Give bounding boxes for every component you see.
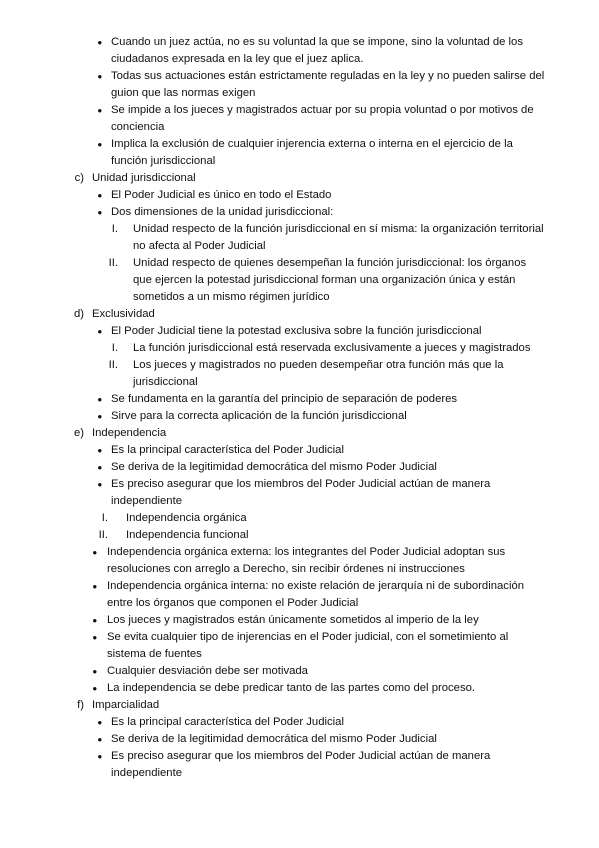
- line-text: Es preciso asegurar que los miembros del Poder Judicial actúan de manera: [111, 478, 491, 490]
- line-text: Independencia orgánica interna: no existe relación de jerarquía ni de subordinación: [107, 580, 525, 592]
- line-text: Sirve para la correcta aplicación de la función jurisdiccional: [111, 410, 407, 422]
- document-page: [0, 34, 599, 782]
- bullet-item: [0, 102, 599, 136]
- line-text: Independencia orgánica: [126, 512, 247, 524]
- section-heading: [0, 697, 599, 714]
- line-text: Unidad respecto de la función jurisdiccional en sí misma: la organización territorial: [133, 223, 544, 235]
- bullet-item: [0, 323, 599, 340]
- bullet-item: [0, 442, 599, 459]
- bullet-item: [0, 629, 599, 663]
- bullet-icon: •: [97, 460, 102, 475]
- line-text: independiente: [111, 767, 182, 779]
- line-text: función jurisdiccional: [111, 155, 216, 167]
- bullet-icon: •: [92, 613, 97, 628]
- list-marker: e): [73, 427, 84, 439]
- numbered-item: [0, 255, 599, 306]
- numbered-item: [0, 527, 599, 544]
- line-text: Se fundamenta en la garantía del principio de separación de poderes: [111, 393, 458, 405]
- bullet-item: [0, 680, 599, 697]
- line-text: Implica la exclusión de cualquier injerencia externa o interna en el ejercicio de la: [111, 138, 513, 150]
- section-heading: [0, 170, 599, 187]
- list-marker: II.: [108, 257, 118, 269]
- bullet-icon: •: [92, 579, 97, 594]
- bullet-icon: •: [92, 664, 97, 679]
- bullet-icon: •: [97, 103, 102, 118]
- numbered-item: [0, 221, 599, 255]
- numbered-item: [0, 510, 599, 527]
- line-text: El Poder Judicial tiene la potestad exclusiva sobre la función jurisdiccional: [111, 325, 482, 337]
- list-marker: I.: [101, 512, 108, 524]
- line-text: Todas sus actuaciones están estrictamente reguladas en la ley y no pueden salirse del: [111, 70, 545, 82]
- line-text: Independencia orgánica externa: los integrantes del Poder Judicial adoptan sus: [107, 546, 506, 558]
- bullet-item: [0, 731, 599, 748]
- bullet-icon: •: [92, 681, 97, 696]
- bullet-item: [0, 578, 599, 612]
- line-text: Independencia funcional: [126, 529, 249, 541]
- bullet-icon: •: [97, 392, 102, 407]
- line-text: Los jueces y magistrados no pueden desempeñar otra función más que la: [133, 359, 504, 371]
- bullet-item: [0, 136, 599, 170]
- list-marker: II.: [98, 529, 108, 541]
- line-text: Independencia: [92, 427, 167, 439]
- line-text: Cuando un juez actúa, no es su voluntad la que se impone, sino la voluntad de los: [111, 36, 523, 48]
- list-marker: d): [73, 308, 84, 320]
- line-text: jurisdiccional: [133, 376, 198, 388]
- bullet-icon: •: [92, 545, 97, 560]
- line-text: Es preciso asegurar que los miembros del Poder Judicial actúan de manera: [111, 750, 491, 762]
- line-text: Imparcialidad: [92, 699, 160, 711]
- section-heading: [0, 306, 599, 323]
- bullet-item: [0, 714, 599, 731]
- bullet-icon: •: [97, 477, 102, 492]
- line-text: Los jueces y magistrados están únicamente sometidos al imperio de la ley: [107, 614, 479, 626]
- bullet-icon: •: [97, 35, 102, 50]
- bullet-icon: •: [97, 188, 102, 203]
- bullet-icon: •: [97, 69, 102, 84]
- line-text: Exclusividad: [92, 308, 155, 320]
- line-text: no afecta al Poder Judicial: [133, 240, 266, 252]
- line-text: conciencia: [111, 121, 165, 133]
- list-marker: II.: [108, 359, 118, 371]
- bullet-icon: •: [92, 630, 97, 645]
- line-text: La función jurisdiccional está reservada exclusivamente a jueces y magistrados: [133, 342, 531, 354]
- line-text: Se impide a los jueces y magistrados actuar por su propia voluntad o por motivos de: [111, 104, 534, 116]
- line-text: Dos dimensiones de la unidad jurisdiccional:: [111, 206, 334, 218]
- line-text: entre los órganos que componen el Poder Judicial: [107, 597, 359, 609]
- bullet-icon: •: [97, 732, 102, 747]
- bullet-icon: •: [97, 749, 102, 764]
- bullet-icon: •: [97, 409, 102, 424]
- line-text: sometidos a un mismo régimen jurídico: [133, 291, 330, 303]
- bullet-item: [0, 476, 599, 510]
- bullet-item: [0, 204, 599, 221]
- line-text: Cualquier desviación debe ser motivada: [107, 665, 308, 677]
- line-text: sistema de fuentes: [107, 648, 202, 660]
- line-text: Unidad jurisdiccional: [92, 172, 196, 184]
- bullet-icon: •: [97, 137, 102, 152]
- bullet-icon: •: [97, 205, 102, 220]
- section-heading: [0, 425, 599, 442]
- line-text: Se deriva de la legitimidad democrática del mismo Poder Judicial: [111, 733, 437, 745]
- bullet-icon: •: [97, 324, 102, 339]
- line-text: que ejercen la potestad jurisdiccional forman una organización única y están: [133, 274, 516, 286]
- line-text: Se evita cualquier tipo de injerencias en el Poder judicial, con el sometimiento al: [107, 631, 509, 643]
- bullet-icon: •: [97, 443, 102, 458]
- bullet-item: [0, 34, 599, 68]
- line-text: El Poder Judicial es único en todo el Estado: [111, 189, 332, 201]
- numbered-item: [0, 340, 599, 357]
- list-marker: f): [77, 699, 84, 711]
- bullet-item: [0, 68, 599, 102]
- list-marker: I.: [111, 223, 118, 235]
- bullet-item: [0, 663, 599, 680]
- bullet-item: [0, 612, 599, 629]
- line-text: guion que las normas exigen: [111, 87, 256, 99]
- line-text: resoluciones con arreglo a Derecho, sin recibir órdenes ni instrucciones: [107, 563, 465, 575]
- line-text: Es la principal característica del Poder Judicial: [111, 716, 344, 728]
- line-text: independiente: [111, 495, 182, 507]
- line-text: La independencia se debe predicar tanto de las partes como del proceso.: [107, 682, 476, 694]
- numbered-item: [0, 357, 599, 391]
- bullet-item: [0, 391, 599, 408]
- bullet-item: [0, 187, 599, 204]
- bullet-item: [0, 748, 599, 782]
- list-marker: c): [74, 172, 84, 184]
- line-text: Es la principal característica del Poder Judicial: [111, 444, 344, 456]
- line-text: ciudadanos expresada en la ley que el juez aplica.: [111, 53, 364, 65]
- line-text: Se deriva de la legitimidad democrática del mismo Poder Judicial: [111, 461, 437, 473]
- bullet-icon: •: [97, 715, 102, 730]
- line-text: Unidad respecto de quienes desempeñan la función jurisdiccional: los órganos: [133, 257, 527, 269]
- list-marker: I.: [111, 342, 118, 354]
- bullet-item: [0, 544, 599, 578]
- bullet-item: [0, 459, 599, 476]
- bullet-item: [0, 408, 599, 425]
